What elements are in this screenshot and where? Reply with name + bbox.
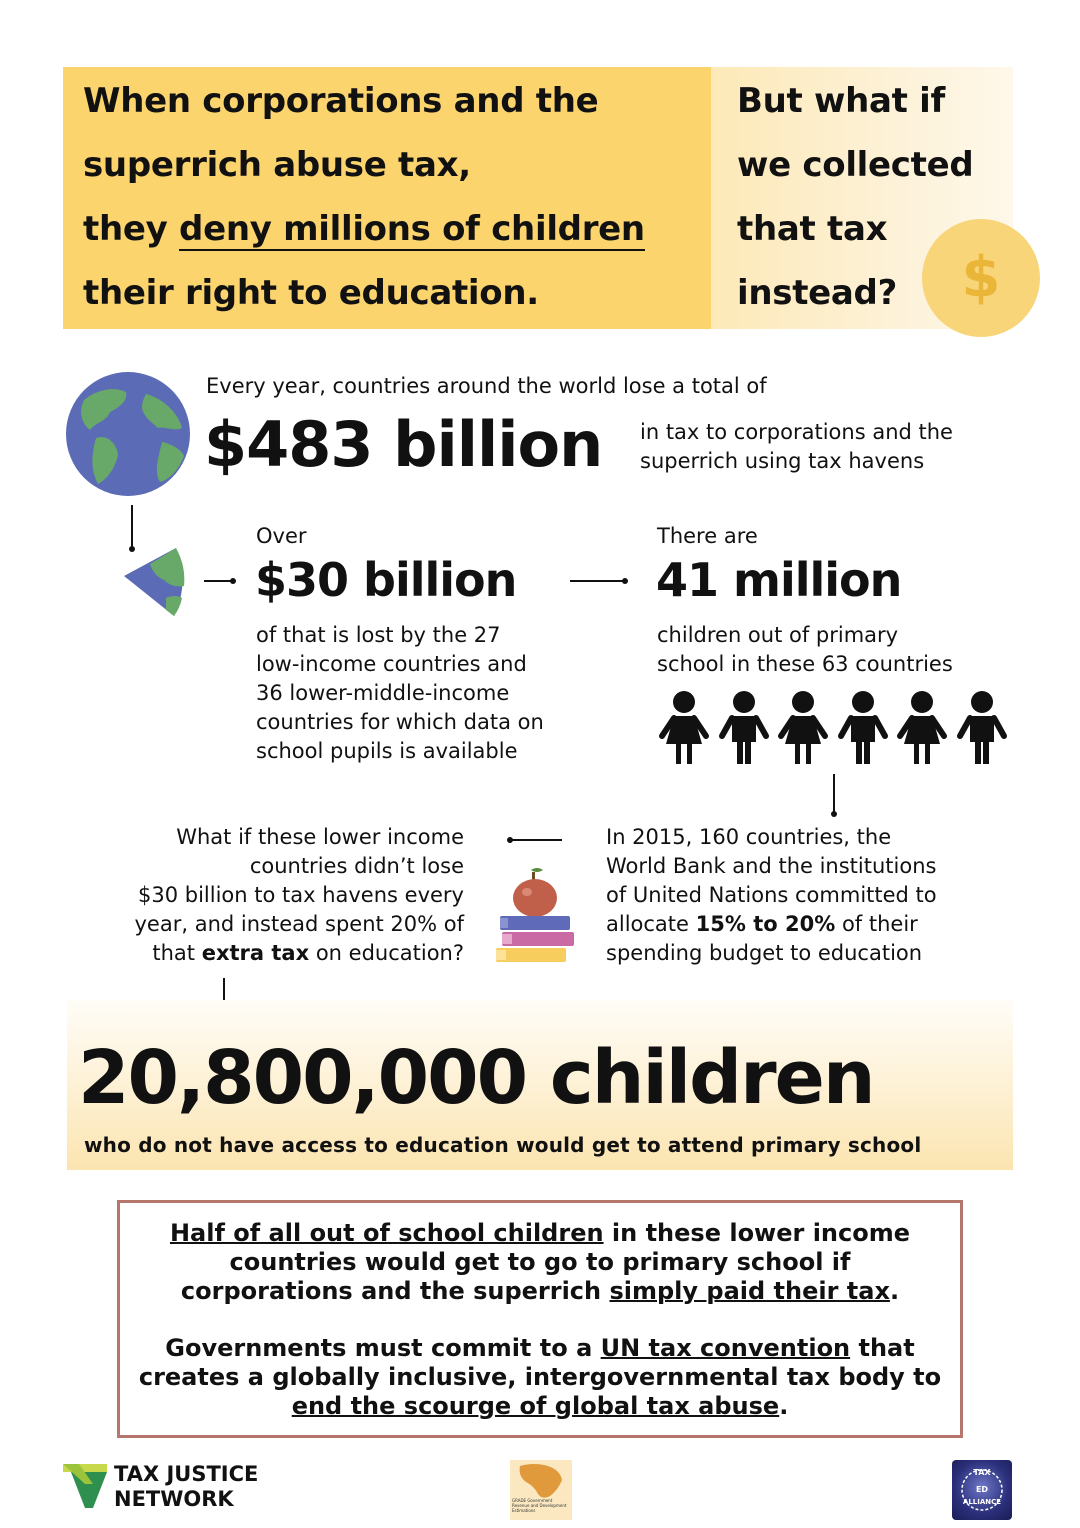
- connector-line: [833, 774, 835, 814]
- cta-text: in these lower income countries would get to go to primary school if corporations and the superrich: [180, 1219, 911, 1305]
- alliance-top-text: TAX: [973, 1468, 991, 1477]
- child-icon: [900, 691, 944, 764]
- low-income-desc-line: school pupils is available: [256, 739, 518, 763]
- header-left-line: When corporations and the: [83, 81, 599, 121]
- commitment-line: spending budget to education: [606, 941, 923, 965]
- result-desc: who do not have access to education would get to attend primary school: [84, 1133, 922, 1157]
- commitment-line: of United Nations committed to: [606, 883, 937, 907]
- children-out-desc-line: children out of primary: [657, 623, 899, 647]
- cta-underline: simply paid their tax: [609, 1277, 890, 1305]
- child-icon: [662, 691, 706, 764]
- africa-map-icon: [510, 1460, 572, 1500]
- alliance-bottom-text: ALLIANCE: [962, 1498, 1002, 1506]
- cta-text: Governments must commit to a: [165, 1334, 601, 1362]
- header-left-line-prefix: they: [83, 209, 180, 249]
- grade-logo: [510, 1460, 572, 1520]
- global-loss-desc-line: in tax to corporations and the: [640, 420, 953, 444]
- low-income-pre: Over: [256, 524, 307, 548]
- header-left-line: superrich abuse tax,: [83, 145, 471, 185]
- arrow-dot: [622, 578, 628, 584]
- global-loss-amount: $483 billion: [204, 408, 603, 481]
- arrow-line: [570, 580, 624, 582]
- low-income-amount: $30 billion: [255, 553, 517, 607]
- header-left-line: their right to education.: [83, 273, 539, 313]
- child-icon: [722, 691, 766, 764]
- coin-symbol: $: [961, 245, 1001, 310]
- cta-text: .: [779, 1392, 789, 1420]
- what-if-line: What if these lower income: [176, 825, 464, 849]
- what-if-bold: extra tax: [201, 941, 310, 965]
- cta-text: .: [889, 1277, 900, 1305]
- what-if-text: [60, 823, 464, 968]
- globe-icon: [66, 372, 190, 496]
- what-if-line: countries didn’t lose: [249, 854, 464, 878]
- arrow-dot: [230, 578, 236, 584]
- low-income-desc-line: of that is lost by the 27: [256, 623, 501, 647]
- header-left-text: [83, 69, 703, 325]
- cta-text: that creates a globally inclusive, intergovernmental tax body to: [138, 1334, 942, 1391]
- connector-dot: [831, 811, 837, 817]
- header-left-panel: [63, 67, 711, 329]
- connector-line: [131, 505, 133, 549]
- children-out-desc: [657, 621, 1037, 679]
- child-icon: [841, 691, 885, 764]
- what-if-line: $30 billion to tax havens every: [137, 883, 464, 907]
- cta-underline: UN tax convention: [600, 1334, 851, 1362]
- global-loss-desc: [640, 418, 1040, 476]
- tjn-wordmark-line: TAX JUSTICE: [114, 1462, 259, 1486]
- coin-icon: [922, 219, 1040, 337]
- commitment-line: World Bank and the institutions: [606, 854, 937, 878]
- header-right-line: that tax: [737, 209, 888, 249]
- tjn-wordmark-line: NETWORK: [114, 1487, 234, 1511]
- what-if-line: [60, 939, 464, 968]
- children-out-amount: 41 million: [656, 553, 902, 607]
- apple-books-icon: [493, 866, 577, 966]
- cta-underline: Half of all out of school children: [169, 1219, 604, 1247]
- cta-paragraph-2: [130, 1334, 950, 1421]
- header-left-line: [83, 197, 703, 261]
- low-income-desc-line: countries for which data on: [256, 710, 544, 734]
- arrow-line: [204, 580, 232, 582]
- header-right-line: But what if: [737, 81, 946, 121]
- result-amount: 20,800,000 children: [78, 1035, 874, 1121]
- low-income-desc-line: low-income countries and: [256, 652, 527, 676]
- commitment-line: [606, 910, 1026, 939]
- commitment-text: [606, 823, 1026, 968]
- header-right-line: instead?: [737, 273, 898, 313]
- tax-justice-network-logo-icon: [63, 1464, 107, 1508]
- commitment-line: In 2015, 160 countries, the: [606, 825, 892, 849]
- alliance-mid-text: ED: [975, 1485, 989, 1494]
- low-income-desc: [256, 621, 616, 766]
- header-right-line: we collected: [737, 145, 974, 185]
- what-if-line-part: that: [152, 941, 202, 965]
- globe-slice-icon: [120, 546, 186, 618]
- tax-justice-network-wordmark: [114, 1462, 258, 1512]
- child-icon: [781, 691, 825, 764]
- header-underlined-phrase: deny millions of children: [179, 209, 645, 249]
- global-loss-desc-line: superrich using tax havens: [640, 449, 925, 473]
- what-if-line-part: on education?: [309, 941, 464, 965]
- call-to-action-box: [117, 1200, 963, 1438]
- children-out-desc-line: school in these 63 countries: [657, 652, 953, 676]
- commitment-bold: 15% to 20%: [695, 912, 836, 936]
- commitment-line-part: of their: [835, 912, 918, 936]
- what-if-line: year, and instead spent 20% of: [134, 912, 464, 936]
- low-income-desc-line: 36 lower-middle-income: [256, 681, 510, 705]
- cta-underline: end the scourge of global tax abuse: [291, 1392, 780, 1420]
- child-icon: [960, 691, 1004, 764]
- global-loss-intro: Every year, countries around the world lose a total of: [206, 374, 767, 398]
- arrow-line: [510, 839, 562, 841]
- grade-logo-text: GRADE Government Revenue and Development Estimations: [512, 1498, 567, 1513]
- commitment-line-part: allocate: [606, 912, 696, 936]
- cta-paragraph-1: [150, 1219, 930, 1306]
- tax-ed-alliance-logo: [952, 1460, 1012, 1520]
- children-icons-row: [656, 690, 1012, 766]
- children-out-pre: There are: [657, 524, 758, 548]
